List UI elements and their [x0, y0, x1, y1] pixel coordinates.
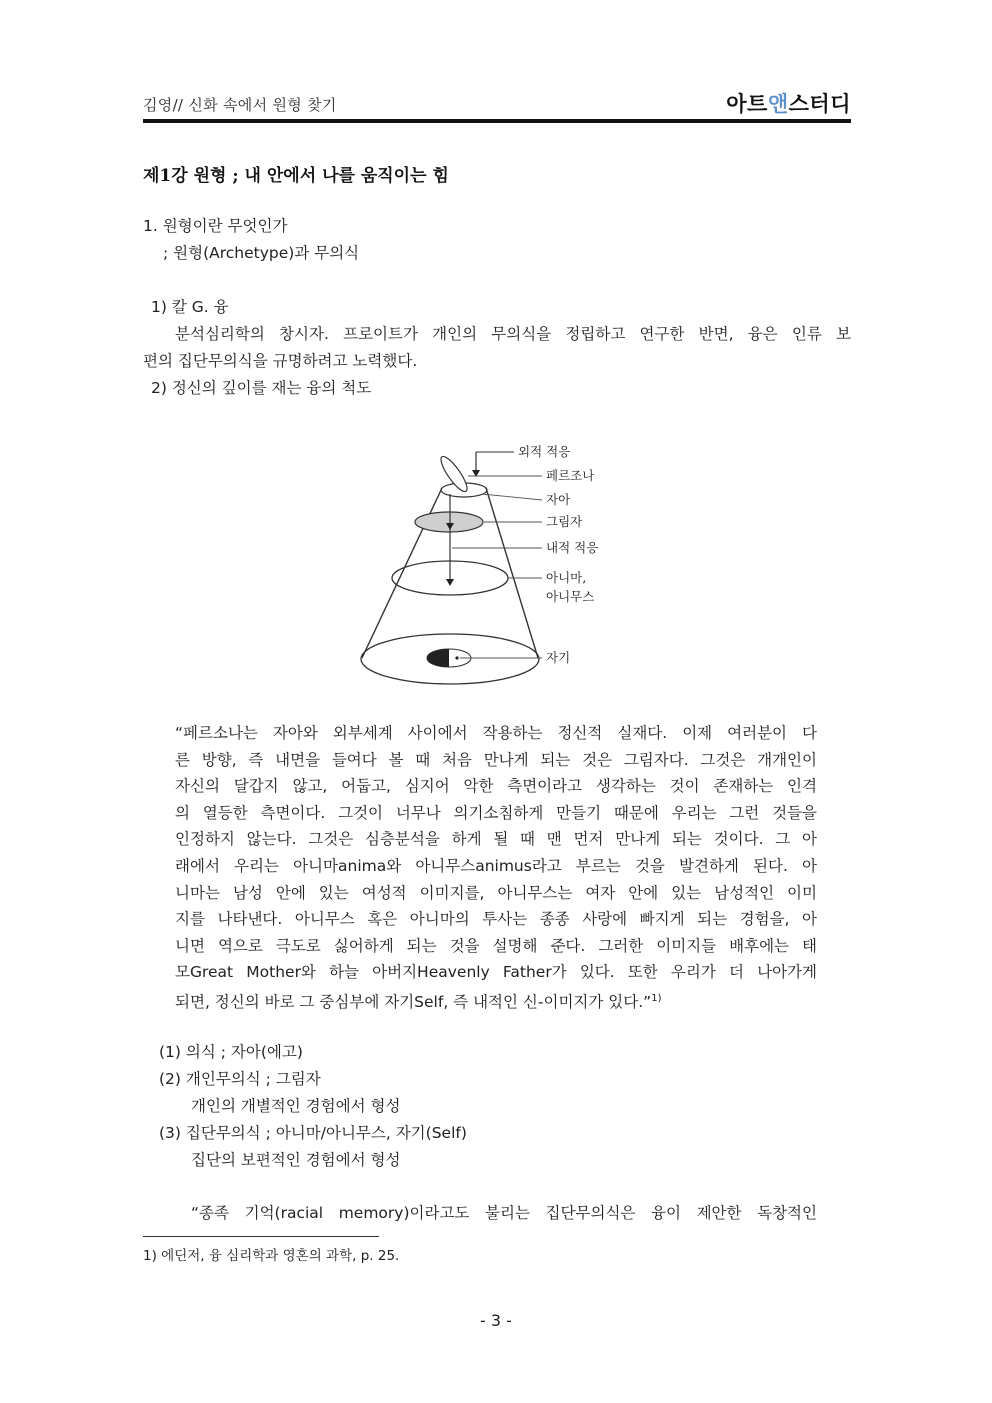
chapter-title: 제1강 원형 ; 내 안에서 나를 움직이는 힘	[143, 166, 449, 186]
label-animus: 아니무스	[546, 589, 595, 604]
quote-line: 의 열등한 측면이다. 그것이 너무나 의기소침하게 만들기 때문에 우리는 그런 것들을	[175, 803, 817, 822]
quote-line: 니마는 남성 안에 있는 여성적 이미지를, 아니무스는 여자 안에 있는 남성적인 이미	[175, 883, 817, 902]
quote-line: 래에서 우리는 아니마anima와 아니무스animus라고 부르는 것을 발견하게 된다. 아	[175, 856, 817, 875]
item1-para-line2: 편의 집단무의식을 규명하려고 노력했다.	[143, 352, 418, 370]
quote-line: 자신의 달갑지 않고, 어둡고, 심지어 악한 측면이라고 생각하는 것이 존재하는 인격	[175, 777, 817, 796]
brand-accent: 앤	[767, 92, 789, 116]
section-heading: 1. 원형이란 무엇인가	[143, 217, 288, 235]
label-persona: 페르조나	[546, 468, 595, 483]
quote-block	[175, 720, 817, 1013]
label-shadow: 그림자	[546, 514, 583, 529]
shadow-level-ellipse	[415, 512, 483, 532]
footnote-ref[interactable]: 1)	[651, 992, 662, 1004]
page-number: - 3 -	[480, 1311, 512, 1330]
label-outer-adaptation: 외적 적응	[518, 444, 571, 459]
footnote: 1) 에딘저, 융 심리학과 영혼의 과학, p. 25.	[143, 1248, 400, 1264]
ego-leader	[482, 494, 542, 500]
brand-part2: 스터디	[788, 92, 851, 116]
quote-line: 지를 나타낸다. 아니무스 혹은 아니마의 투사는 종종 사랑에 빠지게 되는 경험을, 아	[175, 910, 817, 929]
item1-para-line1: 분석심리학의 창시자. 프로이트가 개인의 무의식을 정립하고 연구한 반면, 융은 인류 보	[175, 325, 851, 343]
quote-last-text: 되면, 정신의 바로 그 중심부에 자기Self, 즉 내적인 신-이미지가 있다.”	[175, 993, 652, 1012]
item1-heading: 1) 칼 G. 융	[151, 298, 229, 316]
quote-line: 모Great Mother와 하늘 아버지Heavenly Father가 있다. 또한 우리가 더 나아가게	[175, 963, 817, 982]
quote-line	[175, 986, 817, 1013]
label-self: 자기	[546, 650, 571, 665]
quote-line: “페르소나는 자아와 외부세계 사이에서 작용하는 정신적 실재다. 이제 여러분이 다	[175, 724, 817, 742]
list-item-detail: 개인의 개별적인 경험에서 형성	[191, 1097, 401, 1115]
list-item: (2) 개인무의식 ; 그림자	[159, 1070, 321, 1088]
list-item: (1) 의식 ; 자아(에고)	[159, 1043, 303, 1061]
section-subheading: ; 원형(Archetype)과 무의식	[163, 244, 360, 262]
label-anima: 아니마,	[546, 570, 587, 585]
arrow-to-anima-icon	[446, 579, 454, 586]
list-item-detail: 집단의 보편적인 경험에서 형성	[191, 1151, 401, 1169]
psyche-cone-diagram	[356, 436, 618, 708]
list-item: (3) 집단무의식 ; 아니마/아니무스, 자기(Self)	[159, 1124, 467, 1142]
closing-line: “종족 기억(racial memory)이라고도 불리는 집단무의식은 융이 제안한 독창적인	[191, 1204, 817, 1222]
brand-part1: 아트	[726, 92, 768, 116]
self-dot	[455, 656, 458, 659]
quote-line: 인정하지 않는다. 그것은 심층분석을 하게 될 때 맨 먼저 만나게 되는 것이다. 그 아	[175, 830, 817, 849]
item2-heading: 2) 정신의 깊이를 재는 융의 척도	[151, 379, 372, 397]
cone-right-edge	[486, 488, 538, 658]
quote-line: 니면 역으로 극도로 싫어하게 되는 것을 설명해 준다. 그러한 이미지들 배후에는 태	[175, 936, 817, 955]
brand-logo	[726, 88, 851, 118]
label-inner-adaptation: 내적 적응	[546, 540, 599, 555]
quote-line: 른 방향, 즉 내면을 들여다 볼 때 처음 만나게 되는 것은 그림자다. 그것은 개개인이	[175, 750, 817, 769]
running-header: 김영// 신화 속에서 원형 찾기	[143, 96, 337, 114]
label-ego: 자아	[546, 492, 571, 507]
footnote-rule	[143, 1236, 379, 1237]
header-rule	[143, 119, 851, 123]
self-disc-shade	[427, 649, 449, 667]
